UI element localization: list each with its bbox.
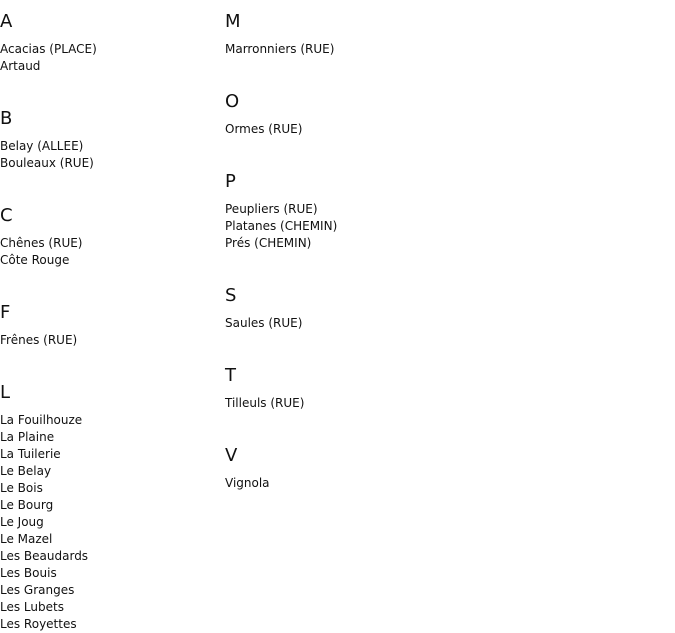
street-link[interactable]: La Fouilhouze [0,413,83,427]
street-link[interactable]: Acacias (PLACE) [0,42,97,56]
street-link[interactable]: Belay (ALLEE) [0,139,84,153]
group-spacer [225,332,445,354]
street-link[interactable]: Le Mazel [0,532,53,546]
street-link[interactable]: Tilleuls (RUE) [225,396,305,410]
letter-group-l [0,382,220,633]
letter-group-c [0,205,220,269]
letter-heading-f: F [0,302,11,323]
letter-group-p [225,171,445,252]
letter-heading-t: T [225,365,236,386]
street-link[interactable]: Les Beaudards [0,549,89,563]
letter-group-o [225,91,445,138]
letter-group-f [0,302,220,349]
street-link[interactable]: Vignola [225,476,270,490]
street-link[interactable]: Côte Rouge [0,253,70,267]
letter-heading-a: A [0,11,13,32]
letter-heading-s: S [225,285,237,306]
street-link[interactable]: Les Bouis [0,566,57,580]
group-spacer [0,269,220,291]
letter-heading-v: V [225,445,238,466]
street-link[interactable]: Le Belay [0,464,52,478]
group-spacer [225,58,445,80]
street-index-column-left [0,0,220,633]
street-link[interactable]: Platanes (CHEMIN) [225,219,338,233]
street-link[interactable]: Frênes (RUE) [0,333,78,347]
street-link[interactable]: La Plaine [0,430,55,444]
letter-heading-m: M [225,11,241,32]
letter-group-v [225,445,445,492]
street-index-column-right [225,0,445,492]
group-spacer [225,252,445,274]
group-spacer [225,138,445,160]
street-link[interactable]: Saules (RUE) [225,316,303,330]
street-link[interactable]: La Tuilerie [0,447,61,461]
group-spacer [0,349,220,371]
street-link[interactable]: Le Bourg [0,498,54,512]
street-link[interactable]: Les Granges [0,583,75,597]
street-link[interactable]: Prés (CHEMIN) [225,236,312,250]
letter-group-b [0,108,220,172]
group-spacer [0,172,220,194]
street-link[interactable]: Peupliers (RUE) [225,202,318,216]
street-link[interactable]: Ormes (RUE) [225,122,303,136]
letter-heading-l: L [0,382,11,403]
letter-group-s [225,285,445,332]
group-spacer [0,75,220,97]
street-link[interactable]: Marronniers (RUE) [225,42,335,56]
letter-group-a [0,11,220,75]
street-link[interactable]: Chênes (RUE) [0,236,83,250]
letter-group-m [225,11,445,58]
letter-group-t [225,365,445,412]
street-link[interactable]: Les Royettes [0,617,77,631]
street-link[interactable]: Les Lubets [0,600,64,614]
street-link[interactable]: Le Joug [0,515,44,529]
street-link[interactable]: Bouleaux (RUE) [0,156,94,170]
street-link[interactable]: Artaud [0,59,41,73]
letter-heading-b: B [0,108,13,129]
group-spacer [225,412,445,434]
letter-heading-c: C [0,205,13,226]
letter-heading-p: P [225,171,236,192]
street-link[interactable]: Le Bois [0,481,43,495]
letter-heading-o: O [225,91,240,112]
